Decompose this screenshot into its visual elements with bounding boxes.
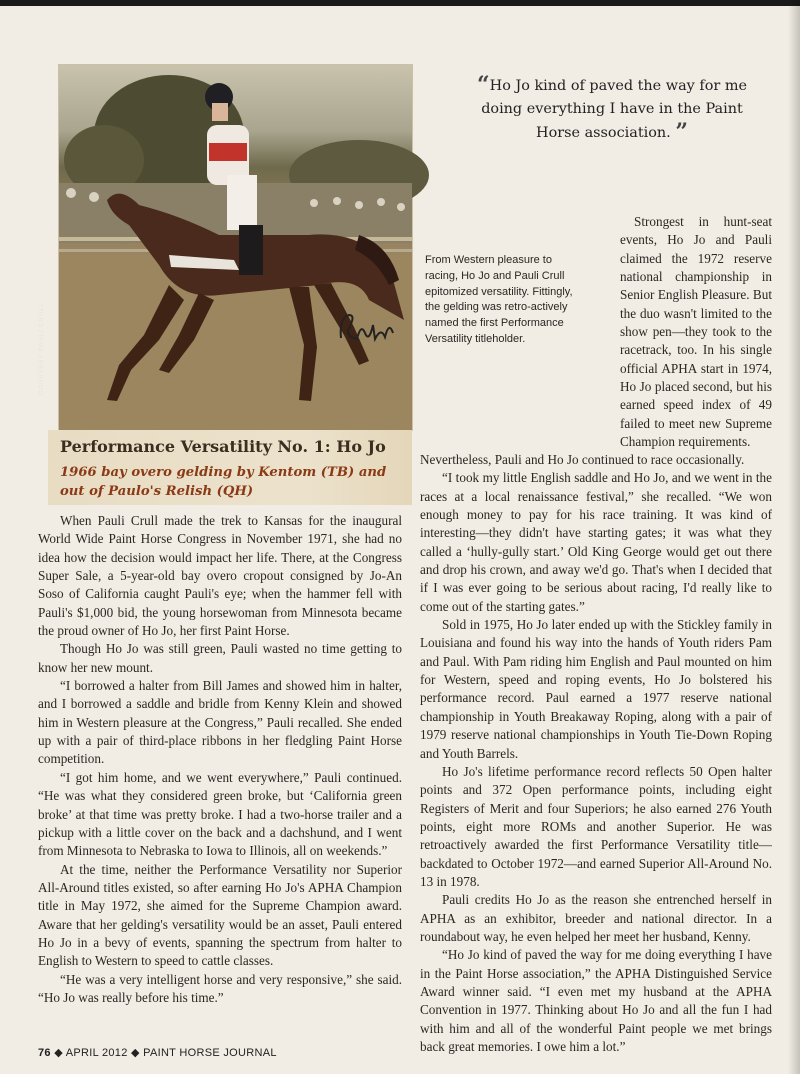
body-paragraph: Ho Jo's lifetime performance record reflects 50 Open halter points and 372 Open performance points, including eight Registers of Merit and four Superiors; he also earned 276 Youth points, eight more ROMs and another Superior. He was retroactively awarded the first Performance Versatility title—backdated to October 1972—and earned Superior All-Around No. 13 in 1978.	[420, 763, 772, 889]
caption-subtitle: 1966 bay overo gelding by Kentom (TB) and out of Paulo's Relish (QH)	[60, 465, 387, 499]
page-top-edge	[0, 0, 800, 6]
body-paragraph: Sold in 1975, Ho Jo later ended up with the Stickley family in Louisiana and found his way into the hands of Youth riders Pam and Paul. With Pam riding him English and Paul mounted on him for Western, speed and roping events, Ho Jo bolstered his performance record. Paul earned a 1977 reserve national championship in Youth Breakaway Roping, along with a pair of 1979 reserve national championships in Youth Tie-Down Roping and Youth Barrels.	[420, 617, 772, 761]
page-number: 76	[38, 1047, 51, 1059]
body-paragraph: “Ho Jo kind of paved the way for me doing everything I have in the Paint Horse association,” the APHA Distinguished Service Award winner said. “I even met my husband at the APHA Convention in 1977. Thinking about Ho Jo and all the fun I had with him and all of the wonderful Paint people we met brings back great memories. I owe him a lot.”	[420, 947, 772, 1054]
photo-credit: COURTESY PAULI CRULL	[39, 301, 45, 395]
footer-separator: ◆	[54, 1047, 63, 1059]
page-footer	[38, 1046, 277, 1059]
horse-rider-illustration	[59, 65, 412, 430]
body-paragraph: “I took my little English saddle and Ho Jo, and we went in the races at a local renaissance festival,” she recalled. “We won enough money to pay for his race training. It was kind of interesting—they didn't have starting gates; it was what they called a ‘hully-gully start.’ Old King George would get out there and drop his crown, and away we'd go. That's when I decided that if I was ever going to be serious about racing, I'd really like to come out of the starting gates.”	[420, 470, 772, 614]
body-paragraph: “I got him home, and we went everywhere,” Pauli continued. “He was what they considered green broke, but ‘California green broke’ at that time was pretty broke. I had a two-horse trailer and a pickup with a little cover on the back and a dachshund, and I went from Minnesota to Nebraska to Iowa to Illinois, all on weekends.”	[38, 769, 402, 859]
body-paragraph: Though Ho Jo was still green, Pauli wasted no time getting to know her new mount.	[38, 641, 402, 675]
issue-date: APRIL 2012	[65, 1047, 128, 1059]
pull-quote	[462, 74, 762, 145]
footer-separator: ◆	[131, 1047, 140, 1059]
body-paragraph: When Pauli Crull made the trek to Kansas for the inaugural World Wide Paint Horse Congress in November 1971, she had no idea how the decision would impact her life. There, at the Congress Super Sale, a 5-year-old bay overo cropout consigned by Jo-An Soso of California caught Pauli's eye; when the hammer fell with Pauli's $1,000 bid, the young horsewoman from Minnesota became the proud owner of Ho Jo, her first Paint Horse.	[38, 513, 402, 639]
signature-image	[331, 303, 401, 353]
left-column	[38, 512, 402, 1007]
page-gutter-shadow	[788, 0, 800, 1074]
caption-title: Performance Versatility No. 1: Ho Jo	[60, 437, 386, 456]
horse-photo	[39, 64, 413, 431]
pull-quote-text: Ho Jo kind of paved the way for me doing everything I have in the Paint Horse association.	[481, 78, 747, 141]
close-quote-mark: ”	[675, 119, 688, 145]
open-quote-mark: “	[477, 72, 490, 98]
right-top-column	[620, 213, 772, 451]
body-paragraph: Pauli credits Ho Jo as the reason she entrenched herself in APHA as an exhibitor, breeder and national director. In a roundabout way, he even helped her meet her husband, Kenny.	[420, 892, 772, 944]
body-paragraph: At the time, neither the Performance Versatility nor Superior All-Around titles existed, so after earning Ho Jo's APHA Champion title in May 1972, she aimed for the Supreme Champion award. Aware that her gelding's versatility would be an asset, Pauli entered Ho Jo in a bevy of events, spanning the spectrum from halter to English to Western to speed to cattle classes.	[38, 861, 402, 969]
body-paragraph: “I borrowed a halter from Bill James and showed him in halter, and I borrowed a saddle and bridle from Kenny Klein and showed him in Western pleasure at the Congress,” Pauli recalled. She ended up with a pair of third-place ribbons in her fledgling Paint Horse competition.	[38, 678, 402, 767]
photo-caption: From Western pleasure to racing, Ho Jo and Pauli Crull epitomized versatility. Fittingly, the gelding was retro-actively named the first Performance Versatility titleholder.	[425, 254, 573, 345]
body-paragraph: Strongest in hunt-seat events, Ho Jo and Pauli claimed the 1972 reserve national championship in Senior English Pleasure. But the duo wasn't limited to the show pen—they took to the racetrack, too. In his single official APHA start in 1974, Ho Jo placed second, but his earned speed index of 49 failed to meet new Supreme Champion requirements.	[620, 214, 772, 450]
right-column	[420, 451, 772, 1056]
horse-caption-box	[48, 430, 412, 505]
body-paragraph: Nevertheless, Pauli and Ho Jo continued to race occasionally.	[420, 452, 745, 467]
publication-name: PAINT HORSE JOURNAL	[143, 1047, 277, 1059]
body-paragraph: “He was a very intelligent horse and very responsive,” she said. “Ho Jo was really before his time.”	[38, 971, 402, 1005]
